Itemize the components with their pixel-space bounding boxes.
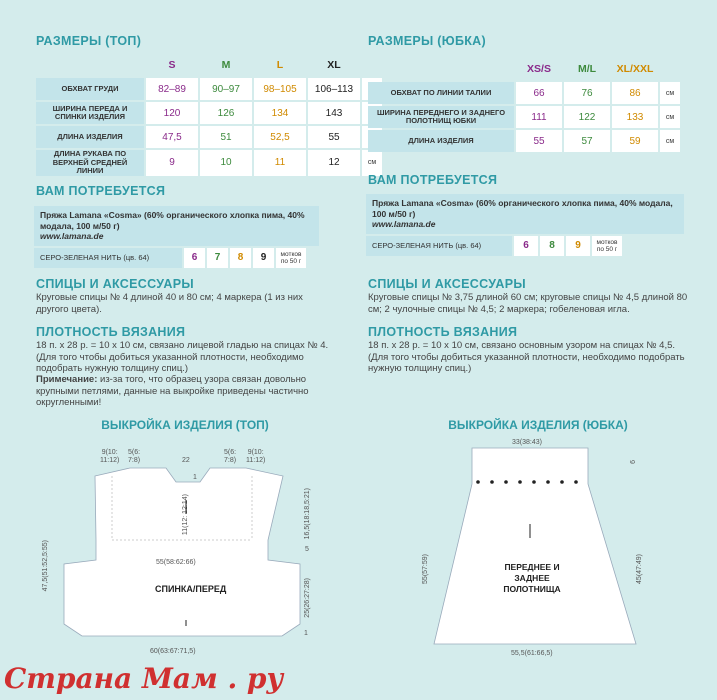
dim-neck-height: 11(12: 12:14): [182, 494, 189, 536]
yarn-row: [366, 236, 684, 256]
dim-neck-depth: 1: [193, 474, 197, 481]
dim-top-center: 22: [182, 457, 190, 464]
size-s-header: S: [168, 59, 176, 71]
skirt-need-title: ВАМ ПОТРЕБУЕТСЯ: [368, 173, 498, 187]
size-m-header: M: [221, 59, 231, 71]
skirt-pattern-diagram: [360, 440, 680, 670]
note-text: из-за того, что образец узора связан довольно крупными петлями, данные на выкройке приведены частично округленными!: [36, 374, 309, 408]
table-cell: 106–113: [308, 78, 360, 100]
top-note: [36, 374, 336, 409]
size-xl-header: XL: [327, 59, 341, 71]
table-cell: 12: [308, 150, 360, 176]
top-needles-title: СПИЦЫ И АКСЕССУАРЫ: [36, 277, 194, 291]
yarn-description: [34, 206, 319, 246]
table-cell: 111: [516, 106, 562, 128]
table-row: [36, 126, 382, 148]
table-cell: 55: [516, 130, 562, 152]
table-cell: 76: [564, 82, 610, 104]
yarn-row: [34, 248, 319, 268]
table-cell: 120: [146, 102, 198, 124]
table-cell: 59: [612, 130, 658, 152]
row-label: ШИРИНА ПЕРЕДНЕГО И ЗАДНЕГО ПОЛОТНИЩ ЮБКИ: [368, 106, 514, 128]
top-sizes-table: [34, 52, 384, 178]
yarn-unit: мотков по 50 г: [276, 248, 306, 268]
table-row: [36, 102, 382, 124]
yarn-text: Пряжа Lamana «Cosma» (60% органического хлопка пима, 40% модала, 100 м/50 г): [372, 198, 673, 219]
table-cell: 55: [308, 126, 360, 148]
top-density-title: ПЛОТНОСТЬ ВЯЗАНИЯ: [36, 325, 186, 339]
dim-bottom-step: 1: [304, 630, 308, 637]
table-cell: 11: [254, 150, 306, 176]
table-row: [36, 78, 382, 100]
table-cell: 47,5: [146, 126, 198, 148]
table-cell: 90–97: [200, 78, 252, 100]
top-yarn-block: [34, 206, 319, 268]
row-label: ДЛИНА РУКАВА ПО ВЕРХНЕЙ СРЕДНЕЙ ЛИНИИ: [36, 150, 144, 176]
row-label: ОБХВАТ ПО ЛИНИИ ТАЛИИ: [368, 82, 514, 104]
dim-skirt-right-length: 45(47:49): [636, 554, 643, 584]
dim-lower-height: 25(26:27:28): [304, 578, 311, 618]
size-xs-s-header: XS/S: [527, 63, 551, 75]
skirt-pattern-title: ВЫКРОЙКА ИЗДЕЛИЯ (ЮБКА): [448, 418, 628, 432]
yarn-description: [366, 194, 684, 234]
skirt-piece-label: ПЕРЕДНЕЕ И ЗАДНЕЕ ПОЛОТНИЩА: [503, 562, 561, 594]
row-label: ОБХВАТ ГРУДИ: [36, 78, 144, 100]
top-need-title: ВАМ ПОТРЕБУЕТСЯ: [36, 184, 166, 198]
table-cell: 10: [200, 150, 252, 176]
row-label: ДЛИНА ИЗДЕЛИЯ: [368, 130, 514, 152]
yarn-count: 9: [253, 248, 274, 268]
row-label: ШИРИНА ПЕРЕДА И СПИНКИ ИЗДЕЛИЯ: [36, 102, 144, 124]
table-cell: 98–105: [254, 78, 306, 100]
dim-length-total: 47,5(51:52,5:55): [42, 540, 49, 592]
site-watermark: Страна Мам . ру: [4, 662, 284, 695]
top-density-text: 18 п. х 28 р. = 10 х 10 см, связано лицевой гладью на спицах № 4. (Для того чтобы добиться указанной плотности, необходимо подобрать нужную толщину спиц.): [36, 340, 329, 374]
table-cell: 57: [564, 130, 610, 152]
skirt-needles-text: Круговые спицы № 3,75 длиной 60 см; круговые спицы № 4,5 длиной 80 см; 2 чулочные спицы № 4,5; 2 маркера; гобеленовая игла.: [368, 292, 688, 315]
skirt-yarn-block: [366, 194, 684, 256]
skirt-sizes-table: [366, 56, 682, 154]
yarn-count: 8: [540, 236, 564, 256]
top-piece-label: СПИНКА/ПЕРЕД: [155, 584, 227, 594]
top-pattern-diagram: [0, 440, 340, 670]
yarn-count: 6: [514, 236, 538, 256]
size-l-header: L: [276, 59, 284, 71]
top-needles-text: Круговые спицы № 4 длиной 40 и 80 см; 4 маркера (1 из них другого цвета).: [36, 292, 303, 315]
table-cell: 133: [612, 106, 658, 128]
dim-skirt-left-length: 55(57:59): [422, 554, 429, 584]
skirt-piece-shape: [434, 448, 636, 644]
table-row: [368, 130, 680, 152]
dim-armhole-height: 16,5(18:18,5:21): [304, 488, 311, 540]
table-cell: 122: [564, 106, 610, 128]
dim-top-mid-right: 5(6: 7:8): [224, 449, 237, 464]
table-row: [36, 150, 382, 176]
size-xl-xxl-header: XL/XXL: [616, 63, 654, 75]
yarn-url: www.lamana.de: [40, 231, 104, 241]
yarn-count: 7: [207, 248, 228, 268]
dim-top-left: 9(10: 11:12): [100, 449, 120, 464]
table-cell: 51: [200, 126, 252, 148]
skirt-density-title: ПЛОТНОСТЬ ВЯЗАНИЯ: [368, 325, 518, 339]
table-cell: 9: [146, 150, 198, 176]
dim-bottom-width: 60(63:67:71,5): [150, 648, 196, 655]
table-cell: 82–89: [146, 78, 198, 100]
yarn-color-name: СЕРО-ЗЕЛЕНАЯ НИТЬ (цв. 64): [34, 248, 182, 268]
top-sizes-title: РАЗМЕРЫ (ТОП): [36, 34, 142, 48]
yarn-count: 9: [566, 236, 590, 256]
table-cell: 134: [254, 102, 306, 124]
dim-top-right: 9(10: 11:12): [246, 449, 266, 464]
skirt-sizes-title: РАЗМЕРЫ (ЮБКА): [368, 34, 486, 48]
note-label: Примечание:: [36, 374, 98, 385]
table-cell: 86: [612, 82, 658, 104]
unit-cell: см: [660, 130, 680, 152]
dim-skirt-bottom-width: 55,5(61:66,5): [511, 650, 553, 657]
table-cell: 143: [308, 102, 360, 124]
table-row: [368, 82, 680, 104]
dim-width-mid: 55(58:62:66): [156, 559, 196, 566]
row-label: ДЛИНА ИЗДЕЛИЯ: [36, 126, 144, 148]
dim-skirt-top-width: 33(38:43): [512, 439, 542, 446]
top-pattern-title: ВЫКРОЙКА ИЗДЕЛИЯ (ТОП): [101, 418, 269, 432]
table-cell: 52,5: [254, 126, 306, 148]
skirt-needles-title: СПИЦЫ И АКСЕССУАРЫ: [368, 277, 526, 291]
unit-cell: см: [362, 150, 382, 176]
yarn-url: www.lamana.de: [372, 219, 436, 229]
yarn-count: 8: [230, 248, 251, 268]
unit-cell: см: [660, 82, 680, 104]
dim-step: 5: [305, 546, 309, 553]
yarn-count: 6: [184, 248, 205, 268]
table-cell: 126: [200, 102, 252, 124]
dim-skirt-waist-height: 6: [630, 460, 637, 464]
yarn-unit: мотков по 50 г: [592, 236, 622, 256]
size-m-l-header: M/L: [577, 63, 597, 75]
yarn-color-name: СЕРО-ЗЕЛЕНАЯ НИТЬ (цв. 64): [366, 236, 512, 256]
skirt-density-text: 18 п. х 28 р. = 10 х 10 см, связано основным узором на спицах № 4,5. (Для того чтобы добиться указанной плотности, необходимо подобрать нужную толщину спиц.): [368, 340, 685, 374]
yarn-text: Пряжа Lamana «Cosma» (60% органического хлопка пима, 40% модала, 100 м/50 г): [40, 210, 305, 231]
table-cell: 66: [516, 82, 562, 104]
unit-cell: см: [660, 106, 680, 128]
table-row: [368, 106, 680, 128]
dim-top-mid-left: 5(6: 7:8): [128, 449, 141, 464]
